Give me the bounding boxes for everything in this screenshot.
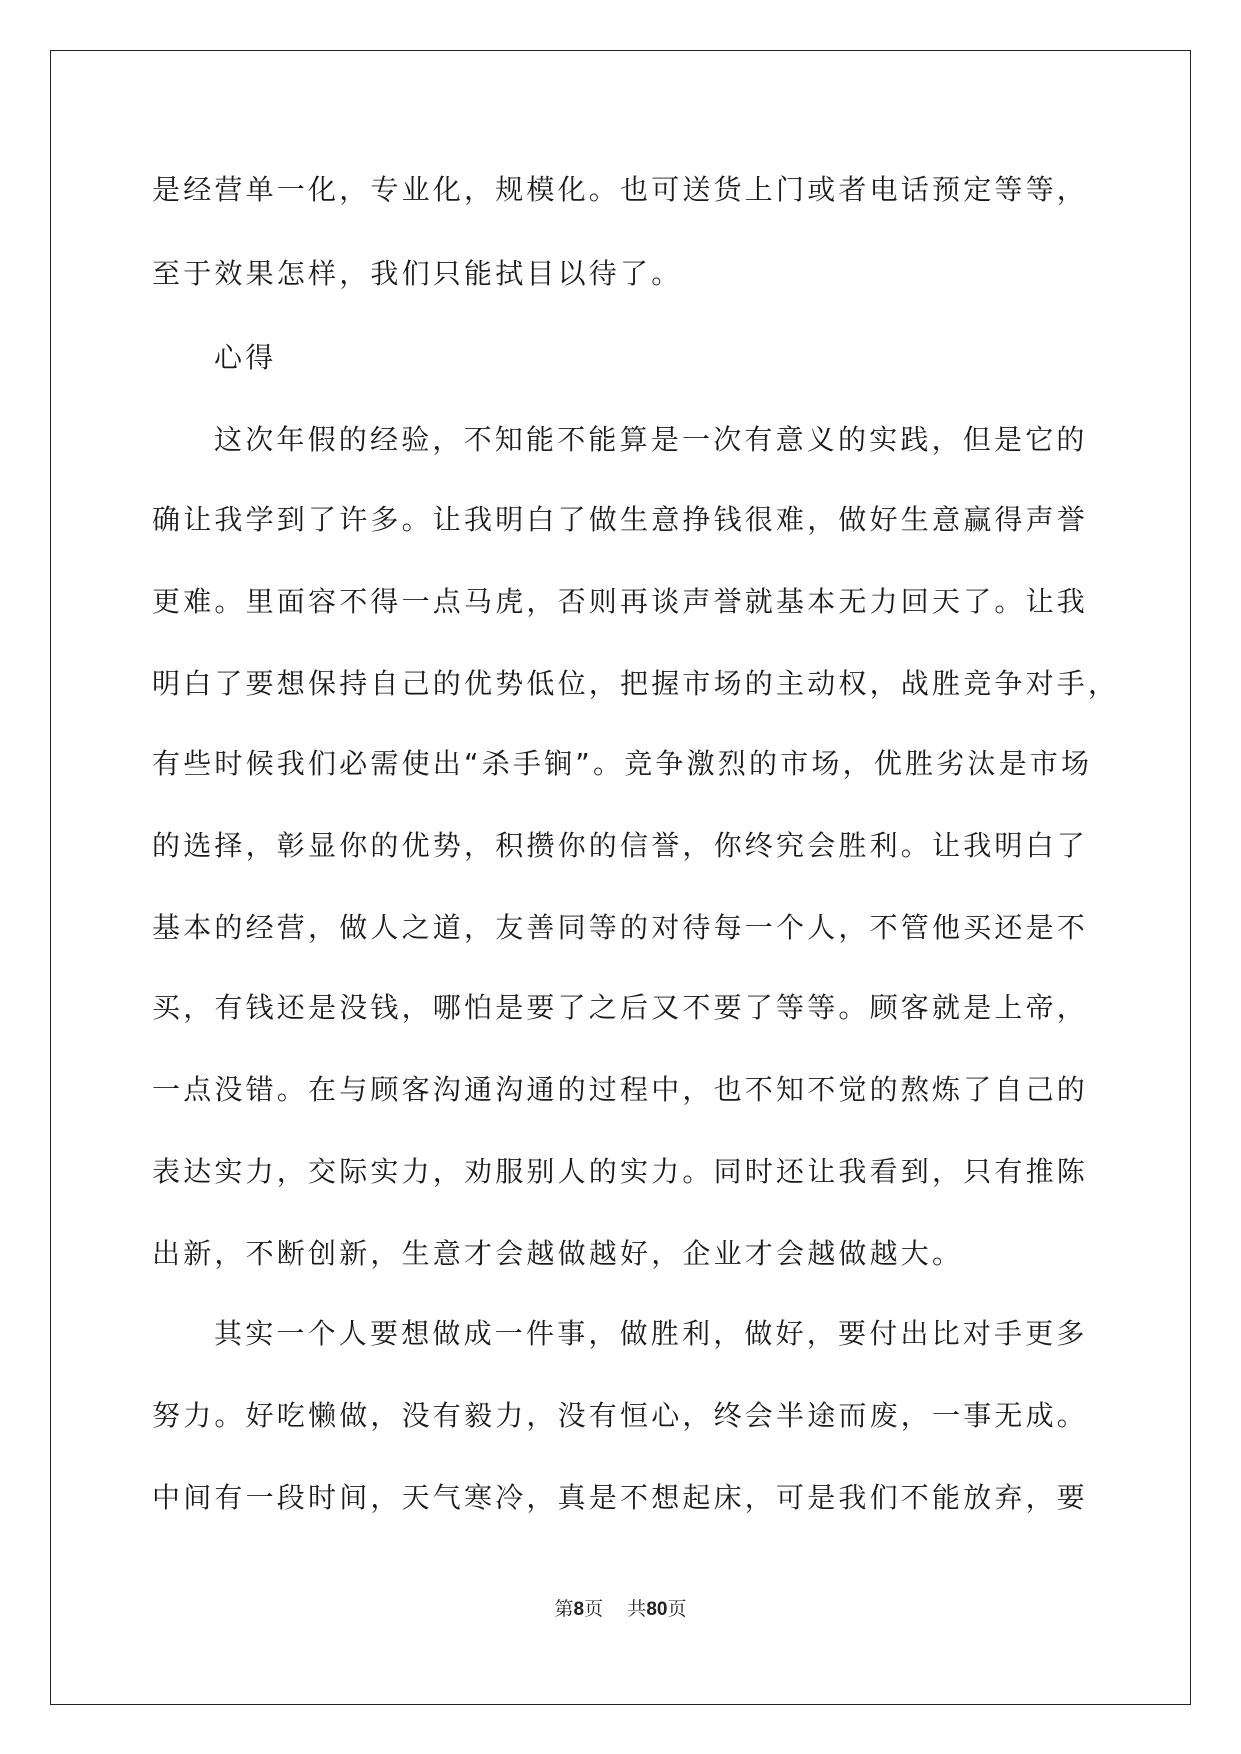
text-line-5: 确让我学到了许多。让我明白了做生意挣钱很难，做好生意赢得声誉 (152, 503, 1089, 536)
text-line-17: 中间有一段时间，天气寒冷，真是不想起床，可是我们不能放弃，要 (152, 1481, 1089, 1514)
text-line-9: 的选择，彰显你的优势，积攒你的信誉，你终究会胜利。让我明白了 (152, 829, 1089, 862)
text-line-8: 有些时候我们必需使出“杀手锏”。竞争激烈的市场，优胜劣汰是市场 (152, 747, 1093, 780)
text-line-1: 是经营单一化，专业化，规模化。也可送货上门或者电话预定等等， (152, 173, 1089, 206)
text-line-14: 出新，不断创新，生意才会越做越好，企业才会越做越大。 (152, 1237, 964, 1270)
text-line-12: 一点没错。在与顾客沟通沟通的过程中，也不知不觉的熬炼了自己的 (152, 1073, 1089, 1106)
text-line-13: 表达实力，交际实力，劝服别人的实力。同时还让我看到，只有推陈 (152, 1155, 1089, 1188)
total-pages: 80 (646, 1599, 668, 1620)
total-prefix: 共 (627, 1598, 647, 1620)
text-line-7: 明白了要想保持自己的优势低位，把握市场的主动权，战胜竞争对手， (152, 667, 1120, 700)
text-line-10: 基本的经营，做人之道，友善同等的对待每一个人，不管他买还是不 (152, 911, 1089, 944)
text-line-16: 努力。好吃懒做，没有毅力，没有恒心，终会半途而废，一事无成。 (152, 1399, 1089, 1432)
text-line-2: 至于效果怎样，我们只能拭目以待了。 (152, 257, 683, 290)
page-footer (0, 1596, 1241, 1623)
page-border (50, 50, 1191, 1705)
page-number: 8 (573, 1599, 585, 1620)
text-line-11: 买，有钱还是没钱，哪怕是要了之后又不要了等等。顾客就是上帝， (152, 991, 1089, 1024)
text-line-6: 更难。里面容不得一点马虎，否则再谈声誉就基本无力回天了。让我 (152, 585, 1089, 618)
text-line-4: 这次年假的经验，不知能不能算是一次有意义的实践，但是它的 (214, 423, 1088, 456)
page-suffix: 页 (584, 1598, 604, 1620)
text-line-15: 其实一个人要想做成一件事，做胜利，做好，要付出比对手更多 (214, 1317, 1088, 1350)
section-heading: 心得 (214, 341, 277, 374)
page-prefix: 第 (554, 1598, 574, 1620)
total-suffix: 页 (667, 1598, 687, 1620)
